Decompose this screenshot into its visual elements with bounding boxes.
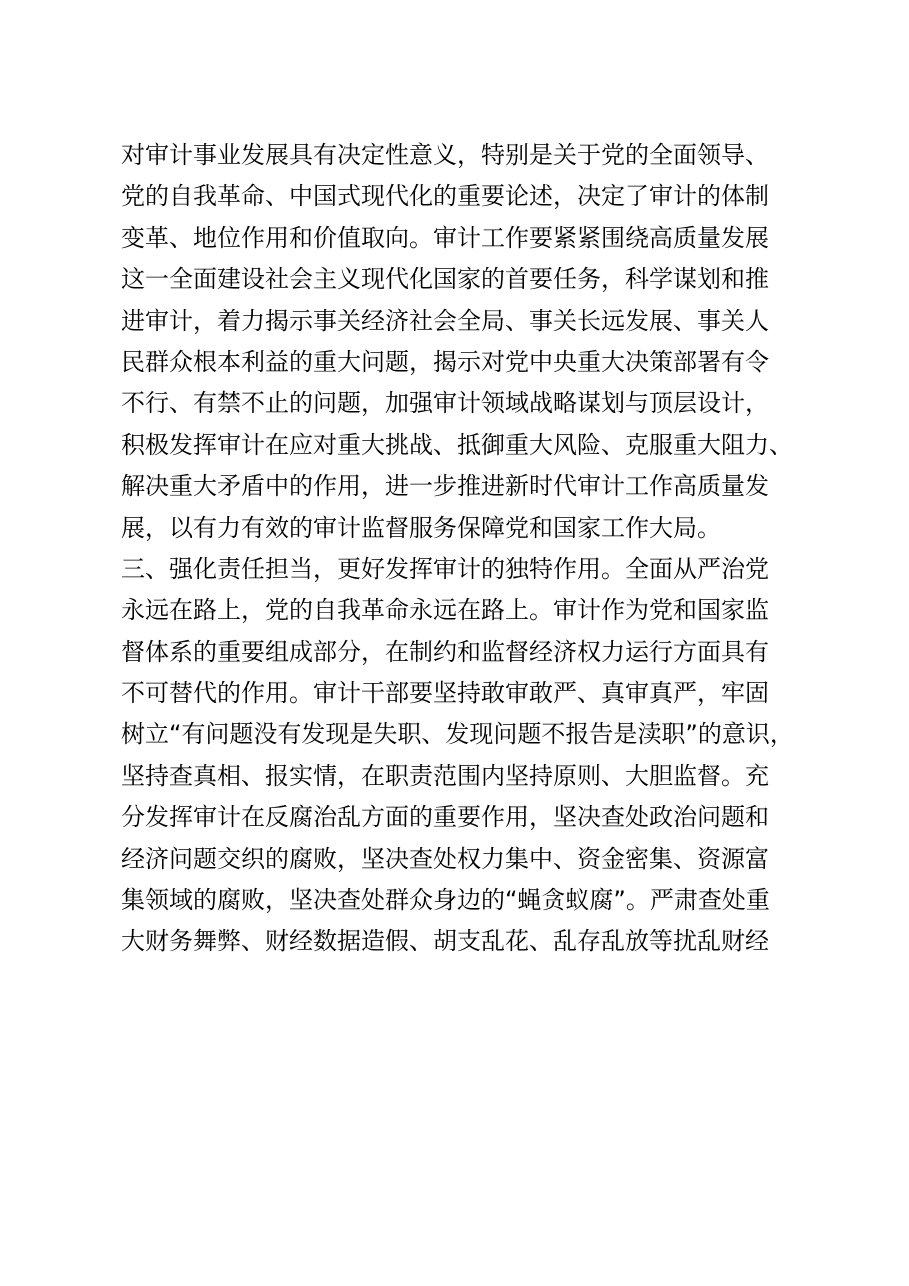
text-line: 变革、地位作用和价值取向。审计工作要紧紧围绕高质量发展: [121, 223, 769, 252]
text-line: 展，以有力有效的审计监督服务保障党和国家工作大局。: [121, 513, 721, 542]
text-line: 分发挥审计在反腐治乱方面的重要作用，坚决查处政治问题和: [121, 803, 769, 832]
text-line: 解决重大矛盾中的作用，进一步推进新时代审计工作高质量发: [121, 472, 769, 501]
text-line: 不可替代的作用。审计干部要坚持敢审敢严、真审真严，牢固: [121, 679, 769, 708]
section-heading-line: 三、强化责任担当，更好发挥审计的独特作用。全面从严治党: [121, 554, 769, 583]
text-line: 树立“有问题没有发现是失职、发现问题不报告是渎职”的意识，: [121, 720, 794, 749]
body-text: [121, 135, 821, 963]
text-line: 督体系的重要组成部分，在制约和监督经济权力运行方面具有: [121, 637, 769, 666]
text-line: 坚持查真相、报实情，在职责范围内坚持原则、大胆监督。充: [121, 761, 769, 790]
text-line: 不行、有禁不止的问题，加强审计领域战略谋划与顶层设计，: [121, 389, 769, 418]
text-line: 对审计事业发展具有决定性意义，特别是关于党的全面领导、: [121, 141, 769, 169]
text-line: 积极发挥审计在应对重大挑战、抵御重大风险、克服重大阻力、: [121, 430, 793, 459]
text-line: 民群众根本利益的重大问题，揭示对党中央重大决策部署有令: [121, 347, 769, 376]
text-line: 永远在路上，党的自我革命永远在路上。审计作为党和国家监: [121, 596, 769, 625]
text-line: 这一全面建设社会主义现代化国家的首要任务，科学谋划和推: [121, 265, 769, 294]
text-line: 党的自我革命、中国式现代化的重要论述，决定了审计的体制: [121, 182, 769, 211]
text-line: 进审计，着力揭示事关经济社会全局、事关长远发展、事关人: [121, 306, 769, 335]
text-line: 集领域的腐败，坚决查处群众身边的“蝇贪蚁腐”。严肃查处重: [121, 886, 770, 915]
text-line: 大财务舞弊、财经数据造假、胡支乱花、乱存乱放等扰乱财经: [121, 927, 769, 956]
text-line: 经济问题交织的腐败，坚决查处权力集中、资金密集、资源富: [121, 844, 769, 873]
